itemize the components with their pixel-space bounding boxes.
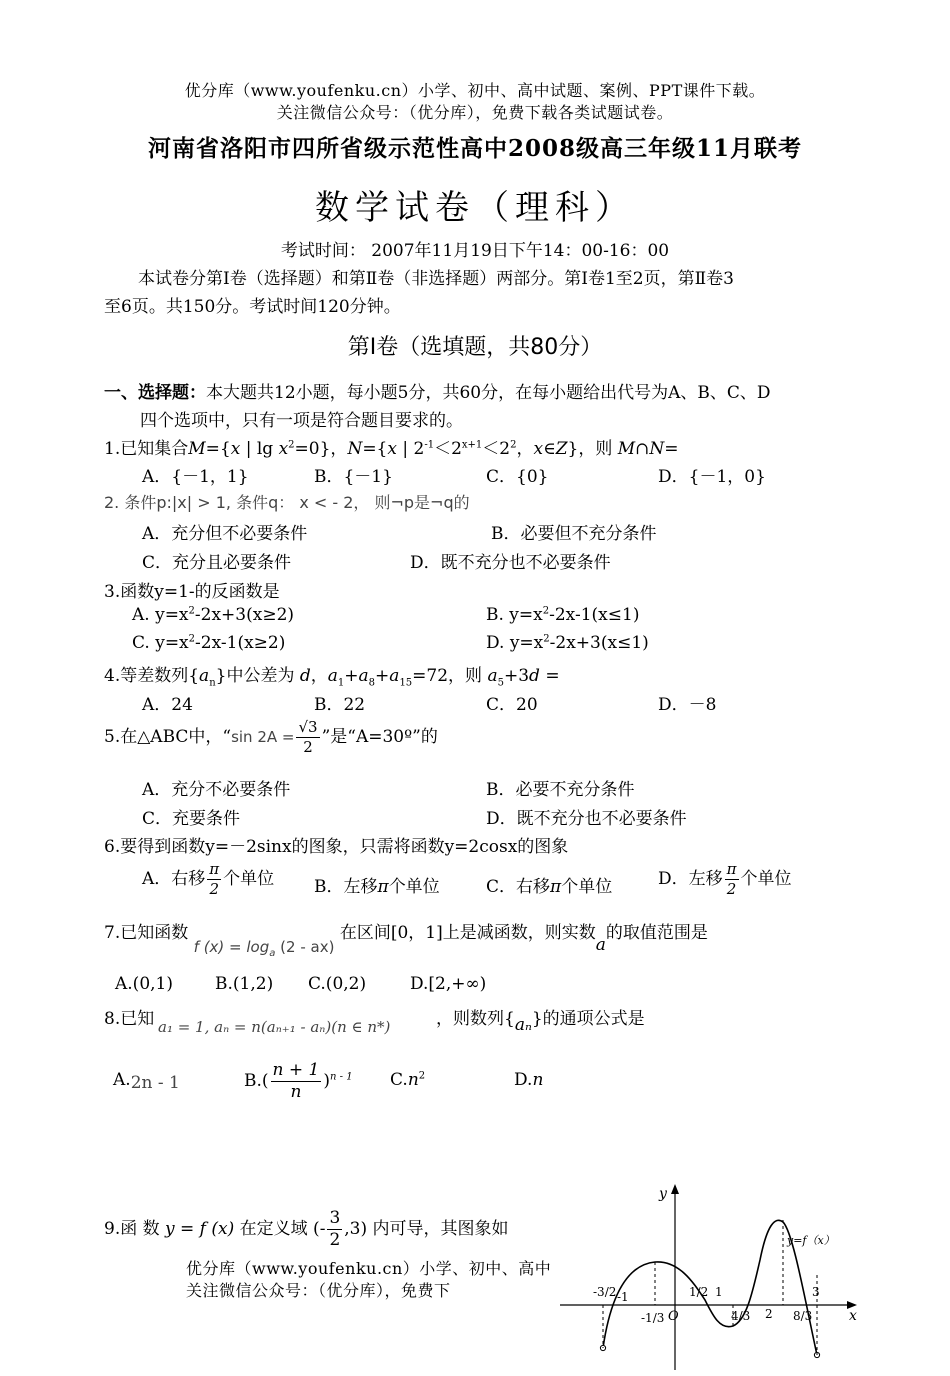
q4-option-a: A．24 [142, 695, 193, 715]
q5-option-b: B．必要不充分条件 [486, 780, 635, 800]
q5-suffix: ”是“A=30º”的 [321, 727, 438, 747]
tick-label: -3/2 [593, 1285, 617, 1299]
document-subtitle: 数学试卷（理科） [315, 188, 635, 228]
question-7: 7.已知函数 f $(x) = \log_a (2 - ax)$ 在区间[0，1]上是减函数，则实数a的取值范围是 [104, 923, 708, 959]
q1-prefix: 1.已知集合 [104, 439, 189, 459]
function-graph [555, 1180, 875, 1376]
tick-label: -1/3 [641, 1311, 665, 1325]
q8-option-a: A.2n - 1 [113, 1070, 180, 1093]
tick-label: 1/2 [689, 1285, 709, 1299]
q8-stem-mid: ，则数列{aₙ}的通项公式是 [436, 1009, 645, 1035]
q6-option-a: A．右移 $\frac{\pi}{2}$ 个单位 [142, 860, 275, 898]
q3-option-a: A. $y=x^2-2x+3(x\ge 2)$ [132, 605, 295, 625]
tick-label: 1 [715, 1285, 723, 1299]
q7-option-d: D.[2,+∞) [410, 974, 487, 994]
q6-option-b: B．左移π个单位 [314, 877, 440, 897]
q4-option-b: B．22 [314, 695, 366, 715]
question-2: 2. 条件p:|x| > 1, 条件q： x < - 2， 则¬p是¬q的 [104, 493, 470, 512]
q3-option-d: D. $y=x^2-2x+3(x\le 1)$ [486, 633, 649, 653]
part1-label: 一、选择题： [104, 383, 206, 403]
q5-option-d: D．既不充分也不必要条件 [486, 809, 687, 829]
q8-option-c: $C.n^2$ [390, 1070, 426, 1090]
q8-option-d: D.n [514, 1070, 544, 1090]
part1-text: 本大题共12小题，每小题5分，共60分，在每小题给出代号为A、B、C、D [206, 383, 771, 403]
q9-trailing: 则 [858, 1216, 874, 1234]
exam-time: 考试时间： 2007年11月19日下午14：00-16：00 [280, 241, 670, 261]
q8-formula: a₁ = 1, aₙ = n(aₙ₊₁ - aₙ)(n ∈ n*) [158, 1018, 391, 1036]
q2-option-a: A．充分但不必要条件 [142, 524, 308, 544]
part1-text-2: 四个选项中，只有一项是符合题目要求的。 [140, 411, 463, 431]
y-axis-arrow [671, 1184, 679, 1194]
document-title: 河南省洛阳市四所省级示范性高中2008级高三年级11月联考 [147, 135, 803, 162]
q5-sin: sin 2A = [231, 728, 295, 746]
question-1: 1.已知集合M={x | $\lg x^2=0$}，N={x | $2^{-1}<2^{x+1}<2^2$，x∈Z}，则 M∩N= [104, 439, 679, 459]
tick-label: -1 [617, 1290, 629, 1304]
tick-label: 4/3 [731, 1309, 751, 1323]
tick-label: 2 [765, 1307, 773, 1321]
section-heading: 第Ⅰ卷（选填题，共80分） [347, 335, 603, 360]
footer-line-1: 优分库（www.youfenku.cn）小学、初中、高中 [186, 1259, 552, 1278]
q1-option-c: C．{0} [486, 467, 549, 487]
intro-line-2: 至6页。共150分。考试时间120分钟。 [104, 297, 401, 317]
q5-option-a: A．充分不必要条件 [142, 780, 291, 800]
q7-option-b: B.(1,2) [215, 974, 274, 994]
header-line-2: 关注微信公众号：（优分库），免费下载各类试题试卷。 [276, 103, 674, 122]
question-3: 3.函数y=1-的反函数是 [104, 582, 280, 602]
q4-option-d: D．－8 [658, 695, 717, 715]
question-6: 6.要得到函数y=－2sinx的图象，只需将函数y=2cosx的图象 [104, 837, 569, 857]
q5-den: 2 [303, 738, 313, 756]
x-axis-label: x [849, 1308, 857, 1324]
q7-option-a: A.(0,1) [115, 974, 173, 994]
q2-option-c: C．充分且必要条件 [142, 553, 292, 573]
q1-option-a: A．{－1，1} [142, 467, 249, 487]
question-8: 8.已知 [104, 1009, 155, 1029]
tick-label: 3 [812, 1285, 820, 1299]
header-line-1: 优分库（www.youfenku.cn）小学、初中、高中试题、案例、PPT课件下载。 [184, 81, 766, 100]
q6-option-d: D．左移 $\frac{\pi}{2}$ 个单位 [658, 860, 792, 898]
intro-line-1: 本试卷分第Ⅰ卷（选择题）和第Ⅱ卷（非选择题）两部分。第Ⅰ卷1至2页，第Ⅱ卷3 [138, 269, 734, 289]
q7-option-c: C.(0,2) [308, 974, 367, 994]
q6-option-c: C．右移π个单位 [486, 877, 613, 897]
origin-label: O [668, 1309, 679, 1324]
question-9: 9.函 数 y = f (x) 在定义域 (- $\frac{3}{2}$ ,3) 内可导，其图象如 [104, 1208, 509, 1250]
q1-option-d: D．{－1，0} [658, 467, 766, 487]
question-4: 4.等差数列$\{a_n\}$中公差为 d，$a_1+a_8+a_{15}=72$，则 $a_5+3d$ = [104, 666, 560, 689]
curve-label: y=f（x） [787, 1234, 835, 1247]
tick-label: 8/3 [793, 1309, 813, 1323]
function-curve [603, 1220, 817, 1355]
q5-option-c: C．充要条件 [142, 809, 241, 829]
q4-option-c: C．20 [486, 695, 538, 715]
q1-option-b: B．{－1} [314, 467, 393, 487]
q3-option-b: B. $y=x^2-2x-1(x\le 1)$ [486, 605, 640, 625]
question-5 [104, 720, 438, 755]
q3-option-c: C. $y=x^2-2x-1(x\ge 2)$ [132, 633, 286, 653]
q5-num: √3 [298, 718, 318, 736]
part1-instructions [104, 378, 771, 403]
q7-function: f $(x) = \log_a (2 - ax)$ [193, 938, 335, 959]
y-axis-label: y [659, 1186, 667, 1202]
q2-option-d: D．既不充分也不必要条件 [410, 553, 611, 573]
q5-prefix: 5.在△ABC中，“ [104, 727, 232, 747]
q2-option-b: B．必要但不充分条件 [491, 524, 657, 544]
q8-option-b: B.( $\frac{n + 1}{n}$ )$^{n - 1}$ [244, 1060, 353, 1102]
footer-line-2: 关注微信公众号：（优分库），免费下 [186, 1281, 451, 1300]
